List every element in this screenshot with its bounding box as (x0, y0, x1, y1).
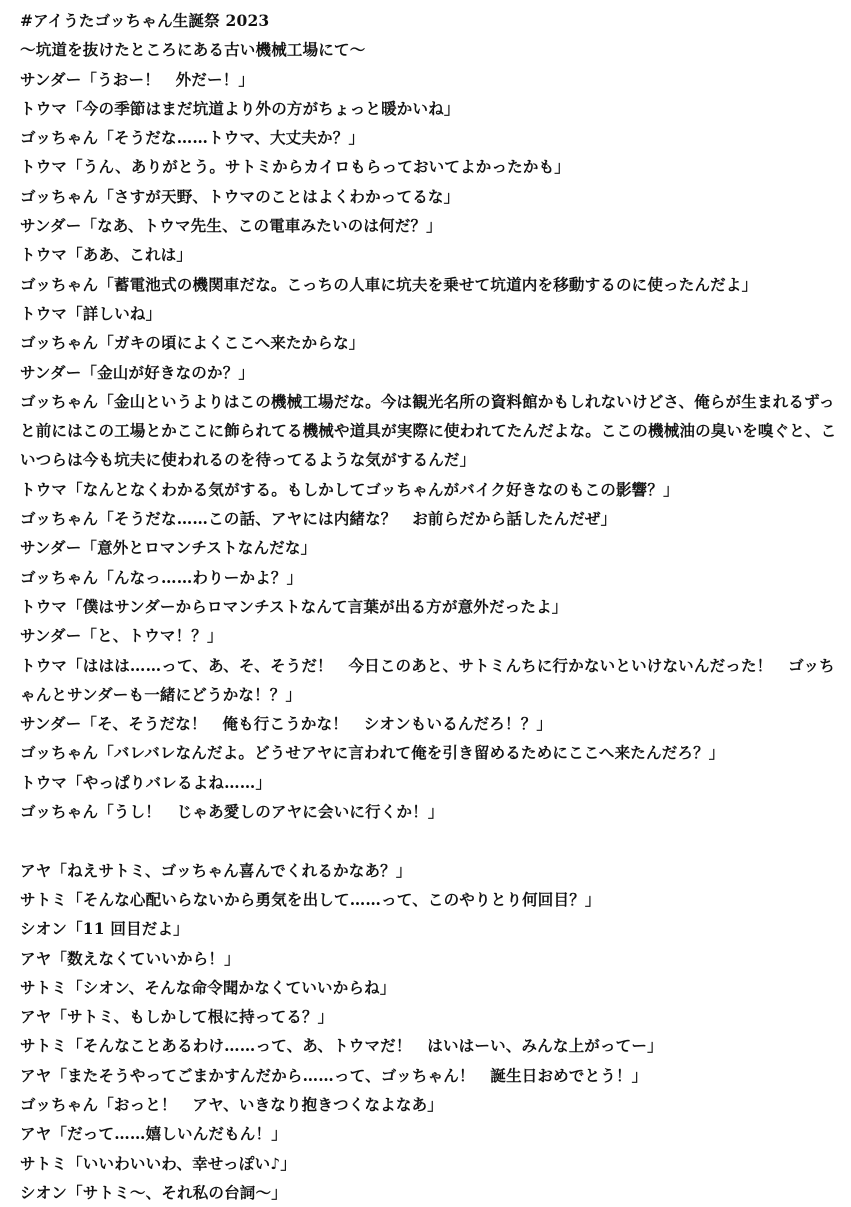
dialogue-line: トウマ「今の季節はまだ坑道より外の方がちょっと暖かいね」 (20, 98, 460, 118)
dialogue-line: ゴッちゃん「んなっ……わりーかよ？」 (20, 567, 303, 587)
dialogue-line: アヤ「ねえサトミ、ゴッちゃん喜んでくれるかなあ？」 (20, 860, 412, 880)
dialogue-line: アヤ「サトミ、もしかして根に持ってる？」 (20, 1007, 334, 1027)
section-spacer (20, 826, 840, 855)
dialogue-line: サンダー「金山が好きなのか？」 (20, 362, 255, 382)
dialogue-line: サトミ「いいわいいわ、幸せっぽい♪」 (20, 1153, 297, 1173)
dialogue-line: サンダー「なあ、トウマ先生、この電車みたいのは何だ？」 (20, 216, 442, 236)
document-title: #アイうたゴッちゃん生誕祭 2023 (20, 11, 270, 30)
dialogue-paragraph: ゴッちゃん「金山というよりはこの機械工場だな。今は観光名所の資料館かもしれないけどさ、俺らが生まれるずっと前にはこの工場とかここに飾られてる機械や道具が実際に使われてたんだよな。ここの機械油の臭いを嗅ぐと、こいつらは今も坑夫に使われるのを待ってるような気がするんだ」 (20, 391, 837, 470)
dialogue-line: サトミ「そんなことあるわけ……って、あ、トウマだ！ はいはーい、みんな上がってー」 (20, 1036, 663, 1056)
dialogue-line: サトミ「そんな心配いらないから勇気を出して……って、このやりとり何回目？」 (20, 889, 601, 909)
dialogue-line: トウマ「うん、ありがとう。サトミからカイロもらっておいてよかったかも」 (20, 157, 570, 177)
dialogue-line: トウマ「詳しいね」 (20, 303, 162, 323)
dialogue-line: サトミ「シオン、そんな命令聞かなくていいからね」 (20, 977, 396, 997)
dialogue-line: サンダー「意外とロマンチストなんだな」 (20, 538, 317, 558)
dialogue-line: ゴッちゃん「うし！ じゃあ愛しのアヤに会いに行くか！」 (20, 802, 444, 822)
dialogue-line: サンダー「と、トウマ！？」 (20, 626, 223, 646)
dialogue-line: トウマ「ああ、これは」 (20, 245, 193, 265)
dialogue-line: ゴッちゃん「蓄電池式の機関車だな。こっちの人車に坑夫を乗せて坑道内を移動するのに使ったんだよ」 (20, 274, 758, 294)
dialogue-line: ゴッちゃん「そうだな……トウマ、大丈夫か？」 (20, 128, 365, 148)
dialogue-line: アヤ「数えなくていいから！」 (20, 948, 240, 968)
dialogue-line: サンダー「うおー！ 外だー！」 (20, 69, 255, 89)
dialogue-line: ゴッちゃん「バレバレなんだよ。どうせアヤに言われて俺を引き留めるためにここへ来たんだろ？」 (20, 743, 725, 763)
dialogue-part-1 (20, 65, 840, 827)
dialogue-line: アヤ「だって……嬉しいんだもん！」 (20, 1124, 287, 1144)
dialogue-line: シオン「11 回目だよ」 (20, 919, 189, 939)
dialogue-paragraph: トウマ「ははは……って、あ、そ、そうだ！ 今日このあと、サトミんちに行かないといけないんだった！ ゴッちゃんとサンダーも一緒にどうかな！？」 (20, 655, 835, 704)
dialogue-line: ゴッちゃん「さすが天野、トウマのことはよくわかってるな」 (20, 186, 460, 206)
dialogue-line: トウマ「やっぱりバレるよね……」 (20, 772, 272, 792)
document-body (20, 6, 840, 1207)
dialogue-line: アヤ「またそうやってごまかすんだから……って、ゴッちゃん！ 誕生日おめでとう！」 (20, 1065, 648, 1085)
dialogue-line: ゴッちゃん「おっと！ アヤ、いきなり抱きつくなよなあ」 (20, 1094, 443, 1114)
dialogue-part-2 (20, 856, 840, 1207)
dialogue-line: シオン「サトミ～、それ私の台詞～」 (20, 1182, 287, 1202)
dialogue-line: ゴッちゃん「ガキの頃によくここへ来たからな」 (20, 333, 365, 353)
dialogue-line: サンダー「そ、そうだな！ 俺も行こうかな！ シオンもいるんだろ！？」 (20, 714, 553, 734)
scene-heading: ～坑道を抜けたところにある古い機械工場にて～ (20, 40, 366, 60)
dialogue-line: トウマ「僕はサンダーからロマンチストなんて言葉が出る方が意外だったよ」 (20, 596, 568, 616)
dialogue-line: トウマ「なんとなくわかる気がする。もしかしてゴッちゃんがバイク好きなのもこの影響？」 (20, 479, 679, 499)
dialogue-line: ゴッちゃん「そうだな……この話、アヤには内緒な？ お前らだから話したんだぜ」 (20, 509, 617, 529)
